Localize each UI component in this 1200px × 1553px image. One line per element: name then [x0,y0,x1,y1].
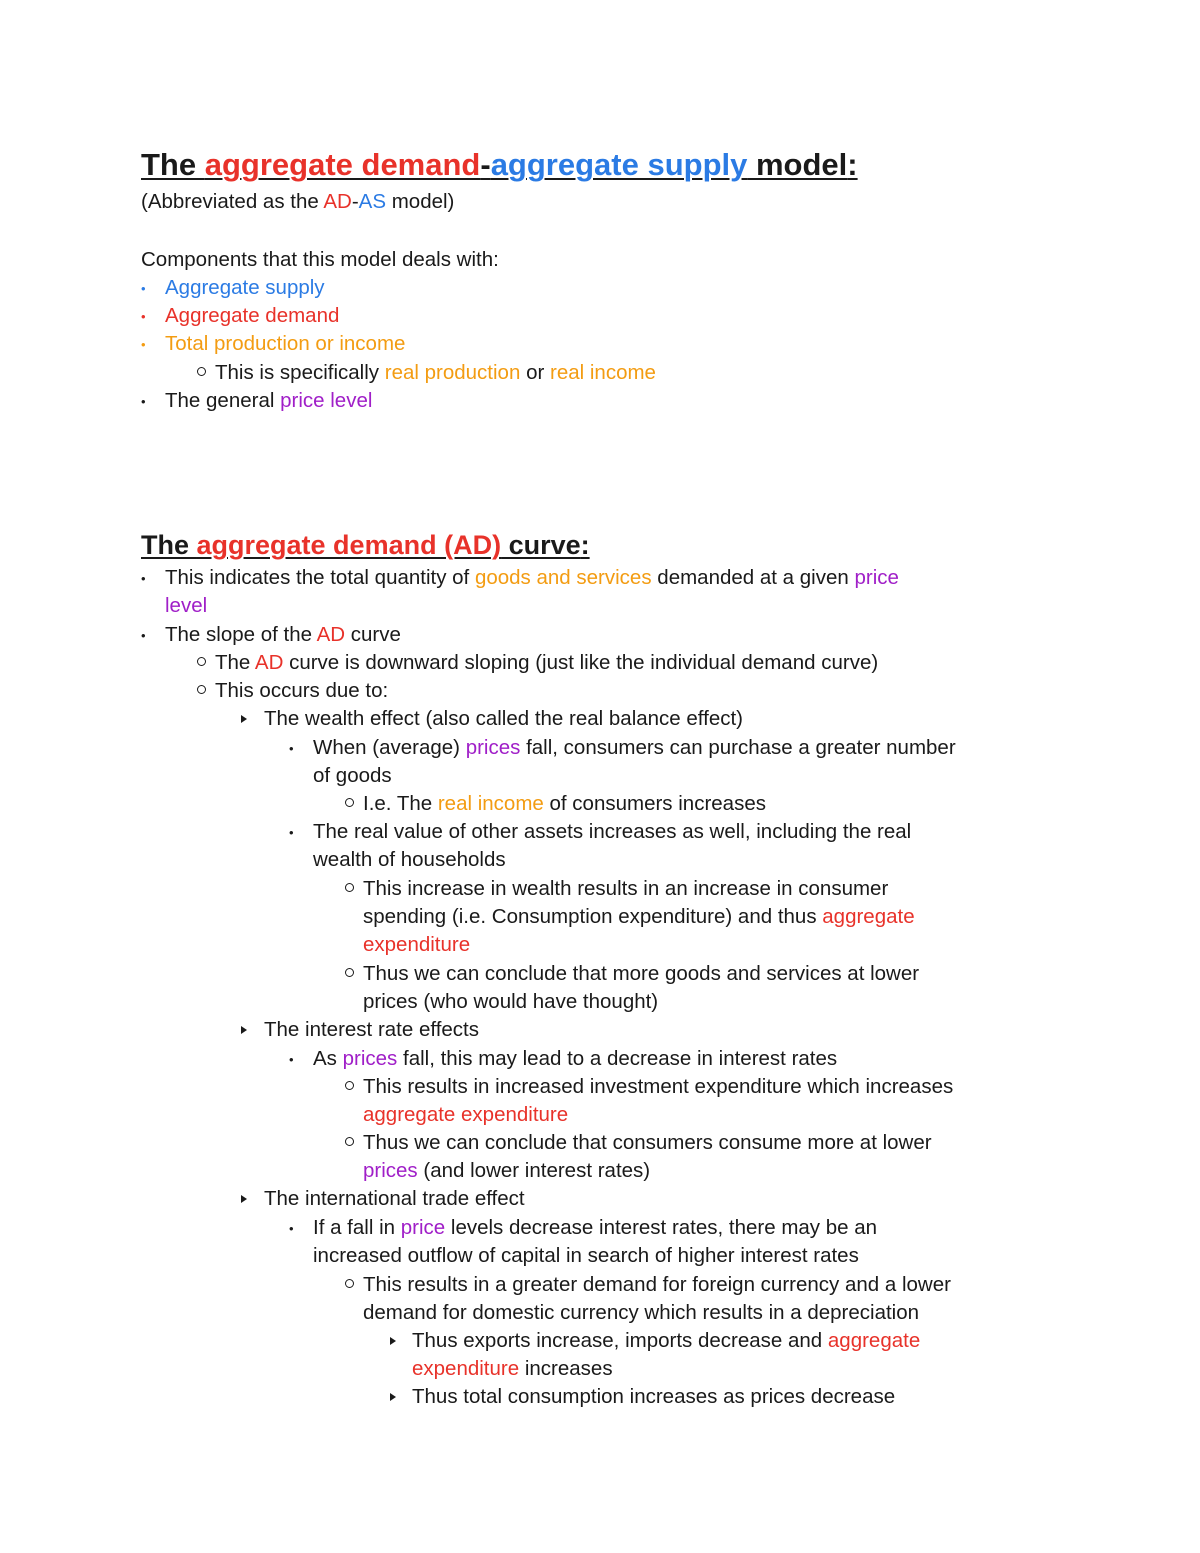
text: The slope of the [165,623,317,646]
text: (and lower interest rates) [417,1159,651,1182]
subitem-real-production: real production [384,361,521,384]
expenditure: expenditure [412,1357,520,1380]
list-item-aggregate-supply: Aggregate supply [165,276,325,299]
prices: prices [342,1047,398,1070]
ad-definition-cont: level [165,594,208,617]
bullet-dot: • [141,309,146,324]
text: This indicates the total quantity of [165,566,475,589]
subtitle-dash: - [351,190,359,213]
bullet-dot: • [289,1221,294,1236]
bullet-circle [345,798,354,807]
trade-point-1a1 [412,1331,920,1352]
trade-point-1-cont: increased outflow of capital in search of higher interest rates [313,1244,859,1267]
item-text: The general [165,389,281,412]
text: curve is downward sloping (just like the individual demand curve) [283,651,879,674]
aggregate: aggregate [822,905,915,928]
bullet-triangle [241,1026,247,1034]
wealth-point-2b-cont: prices (who would have thought) [363,990,659,1013]
interest-point-1a: This results in increased investment expenditure which increases [363,1075,954,1098]
bullet-circle [197,657,206,666]
wealth-point-1 [313,738,956,759]
ad-slope [165,625,401,646]
ad: AD [316,623,346,646]
prices: prices [465,736,521,759]
list-subitem-real-production [215,363,656,384]
text: demanded at a given [651,566,855,589]
trade-point-1a2: Thus total consumption increases as prices decrease [412,1385,896,1408]
trade-point-1a: This results in a greater demand for foreign currency and a lower [363,1273,951,1296]
price: price [400,1216,446,1239]
wealth-point-2b: Thus we can conclude that more goods and services at lower [363,962,920,985]
subtitle-end: model) [386,190,455,213]
title-ad: aggregate demand (AD) [196,530,502,560]
bullet-triangle [241,715,247,723]
title-colon: : [847,147,858,182]
aggregate: aggregate [827,1329,921,1352]
bullet-dot: • [141,394,146,409]
text: fall, this may lead to a decrease in interest rates [397,1047,838,1070]
section2-title [141,532,590,559]
bullet-triangle [241,1195,247,1203]
wealth-point-2a-cont [363,907,915,928]
prices: prices [363,1159,418,1182]
text: Thus exports increase, imports decrease and [412,1329,828,1352]
text: of consumers increases [543,792,766,815]
bullet-dot: • [289,741,294,756]
goods-and-services: goods and services [474,566,652,589]
list-item-price-level [165,391,372,412]
interest-point-1a-cont: aggregate expenditure [363,1103,569,1126]
trade-point-1a-cont: demand for domestic currency which results in a depreciation [363,1301,920,1324]
ad-downward [215,653,878,674]
text: curve [345,623,401,646]
interest-effects: The interest rate effects [264,1018,479,1041]
title-text: The [141,147,205,182]
bullet-circle [197,367,206,376]
text: I.e. The [363,792,438,815]
title-model: model [747,147,848,182]
bullet-circle [345,968,354,977]
price: price [854,566,899,589]
trade-point-1 [313,1218,877,1239]
title-curve: curve [501,530,581,560]
ad: AD [254,651,284,674]
list-item-aggregate-demand: Aggregate demand [165,304,340,327]
bullet-dot: • [141,337,146,352]
bullet-circle [345,883,354,892]
text: fall, consumers can purchase a greater number [520,736,956,759]
subtitle-ad: AD [323,190,352,213]
interest-point-1 [313,1049,837,1070]
bullet-circle [197,685,206,694]
section1-title [141,149,858,180]
trade-point-1a1-cont [412,1359,613,1380]
title-text: The [141,530,197,560]
title-aggregate-supply: aggregate supply [490,147,748,182]
bullet-dot: • [141,628,146,643]
subtitle [141,192,454,213]
text: If a fall in [313,1216,401,1239]
text: levels decrease interest rates, there may be an [445,1216,878,1239]
subitem-or: or [520,361,550,384]
subitem-real-income: real income [550,361,656,384]
wealth-point-1-cont: of goods [313,764,392,787]
bullet-dot: • [289,825,294,840]
ad-definition [165,568,899,589]
title-dash: - [480,147,491,182]
bullet-circle [345,1137,354,1146]
bullet-triangle [390,1337,396,1345]
interest-point-1b-cont [363,1161,650,1182]
text: increases [519,1357,613,1380]
text: As [313,1047,343,1070]
wealth-point-1a [363,794,766,815]
wealth-effect: The wealth effect (also called the real balance effect) [264,707,743,730]
text: The [215,651,255,674]
subitem-text: This is specifically [215,361,385,384]
subtitle-as: AS [358,190,387,213]
occurs-due-to: This occurs due to: [215,679,389,702]
bullet-dot: • [289,1052,294,1067]
bullet-triangle [390,1393,396,1401]
subtitle-text: (Abbreviated as the [141,190,324,213]
text: When (average) [313,736,466,759]
trade-effect: The international trade effect [264,1187,525,1210]
wealth-point-2-cont: wealth of households [313,848,506,871]
item-price-level: price level [280,389,373,412]
wealth-point-2a: This increase in wealth results in an increase in consumer [363,877,889,900]
title-aggregate-demand: aggregate demand [204,147,481,182]
list-item-total-production: Total production or income [165,332,406,355]
real-income: real income [437,792,544,815]
bullet-circle [345,1279,354,1288]
bullet-dot: • [141,571,146,586]
interest-point-1b: Thus we can conclude that consumers consume more at lower [363,1131,932,1154]
components-intro: Components that this model deals with: [141,248,499,271]
wealth-point-2: The real value of other assets increases as well, including the real [313,820,912,843]
bullet-dot: • [141,281,146,296]
wealth-point-2a-cont2: expenditure [363,933,471,956]
title-colon: : [580,530,590,560]
text: spending (i.e. Consumption expenditure) and thus [363,905,823,928]
bullet-circle [345,1081,354,1090]
